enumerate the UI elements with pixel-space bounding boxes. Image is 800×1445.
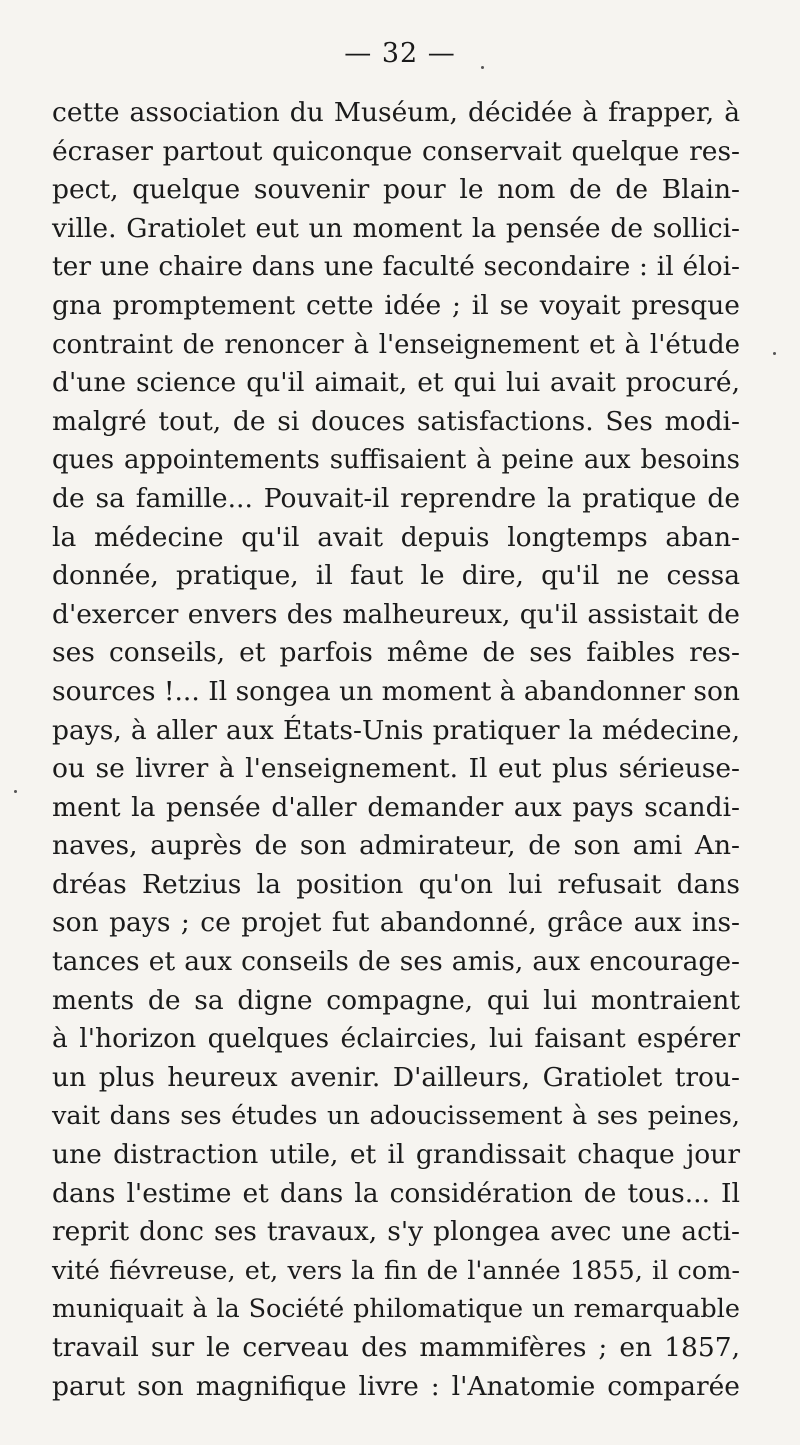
text-line: ments de sa digne compagne, qui lui montraient: [52, 984, 740, 1016]
text-line: pays, à aller aux États-Unis pratiquer la médecine,: [52, 714, 740, 746]
text-line: la médecine qu'il avait depuis longtemps aban-: [52, 521, 740, 553]
text-line: vait dans ses études un adoucissement à ses peines,: [52, 1101, 740, 1132]
ink-speck: [481, 66, 484, 69]
text-line: ville. Gratiolet eut un moment la pensée de sollici-: [52, 212, 740, 244]
text-line: son pays ; ce projet fut abandonné, grâce aux ins-: [52, 907, 740, 939]
text-line: pect, quelque souvenir pour le nom de de Blain-: [52, 174, 740, 206]
text-line: tances et aux conseils de ses amis, aux encourage-: [52, 946, 740, 978]
text-line: reprit donc ses travaux, s'y plongea avec une acti-: [52, 1216, 740, 1248]
text-line: une distraction utile, et il grandissait chaque jour: [52, 1139, 740, 1171]
text-line: de sa famille... Pouvait-il reprendre la pratique de: [52, 482, 740, 514]
text-line: cette association du Muséum, décidée à frapper, à: [52, 97, 740, 128]
text-line: sources !... Il songea un moment à abandonner son: [52, 675, 740, 707]
body-text: [52, 94, 740, 1406]
text-line: ses conseils, et parfois même de ses faibles res-: [52, 637, 740, 669]
text-line: ment la pensée d'aller demander aux pays scandi-: [52, 791, 740, 823]
text-line: muniquait à la Société philomatique un remarquable: [52, 1294, 740, 1325]
text-line: vité fiévreuse, et, vers la fin de l'année 1855, il com-: [52, 1255, 740, 1286]
text-line: donnée, pratique, il faut le dire, qu'il ne cessa: [52, 560, 740, 592]
page-number: — 32 —: [344, 38, 456, 69]
ink-speck: [773, 352, 776, 355]
text-line: dréas Retzius la position qu'on lui refusait dans: [52, 868, 740, 900]
text-line: malgré tout, de si douces satisfactions. Ses modi-: [52, 405, 740, 437]
text-line: un plus heureux avenir. D'ailleurs, Gratiolet trou-: [52, 1061, 740, 1093]
text-line: ter une chaire dans une faculté secondaire : il éloi-: [52, 251, 740, 283]
text-line: dans l'estime et dans la considération de tous... Il: [52, 1177, 740, 1209]
text-line: parut son magnifique livre : l'Anatomie comparée: [52, 1370, 740, 1402]
text-line: écraser partout quiconque conservait quelque res-: [52, 135, 740, 167]
text-line: contraint de renoncer à l'enseignement et à l'étude: [52, 329, 740, 360]
text-line: ou se livrer à l'enseignement. Il eut plus sérieuse-: [52, 753, 740, 785]
text-line: à l'horizon quelques éclaircies, lui faisant espérer: [52, 1023, 740, 1055]
ink-speck: [14, 790, 17, 793]
text-line: travail sur le cerveau des mammifères ; en 1857,: [52, 1332, 740, 1363]
text-line: ques appointements suffisaient à peine aux besoins: [52, 445, 740, 476]
text-line: naves, auprès de son admirateur, de son ami An-: [52, 830, 740, 862]
text-line: d'exercer envers des malheureux, qu'il assistait de: [52, 598, 740, 630]
text-line: gna promptement cette idée ; il se voyait presque: [52, 289, 740, 321]
text-line: d'une science qu'il aimait, et qui lui avait procuré,: [52, 367, 740, 399]
